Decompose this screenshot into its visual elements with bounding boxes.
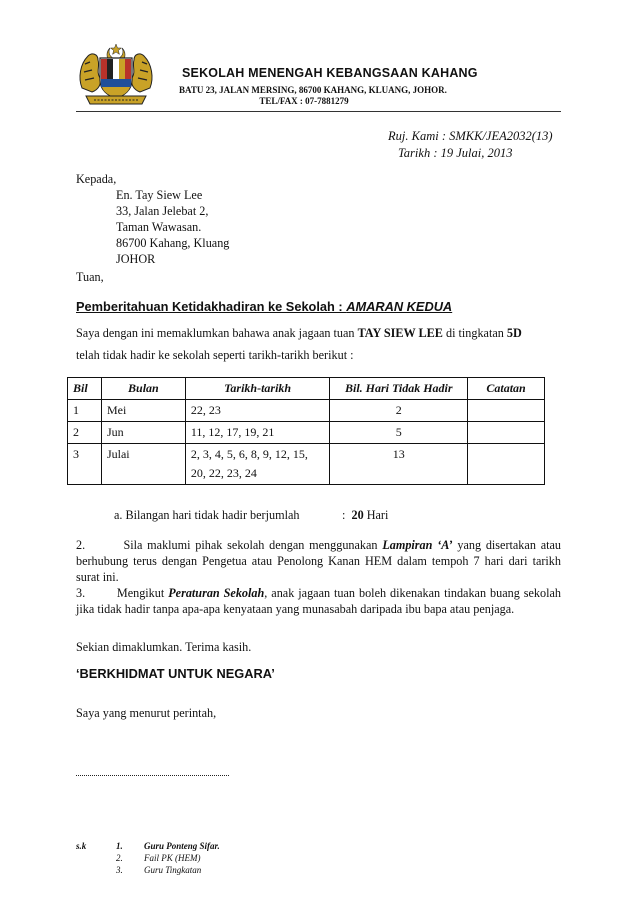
summary-label: a. Bilangan hari tidak hadir berjumlah	[114, 508, 300, 522]
cell-bil: 1	[68, 400, 102, 422]
recipient-line: 33, Jalan Jelebat 2,	[116, 204, 209, 218]
table-row	[68, 422, 545, 444]
summary-total: 20	[351, 508, 364, 522]
cc-item	[76, 852, 220, 864]
summary-colon: :	[342, 508, 346, 522]
cell-hari: 2	[330, 400, 468, 422]
closing-line: Sekian dimaklumkan. Terima kasih.	[76, 640, 252, 654]
reference-number: Ruj. Kami : SMKK/JEA2032(13)	[388, 129, 553, 143]
paragraph-number: 2.	[76, 538, 86, 552]
cell-catatan	[468, 444, 545, 485]
cc-list	[76, 840, 220, 876]
cell-bulan: Mei	[101, 400, 185, 422]
column-header: Bil	[68, 378, 102, 400]
cell-catatan	[468, 400, 545, 422]
subject-main: Pemberitahuan Ketidakhadiran ke Sekolah :	[76, 299, 347, 314]
motto: ‘BERKHIDMAT UNTUK NEGARA’	[76, 666, 275, 681]
school-address: BATU 23, JALAN MERSING, 86700 KAHANG, KLUANG, JOHOR.	[179, 85, 447, 95]
paragraph-2	[76, 537, 561, 585]
cell-hari: 5	[330, 422, 468, 444]
intro-text: Saya dengan ini memaklumkan bahawa anak jagaan tuan	[76, 326, 358, 340]
cc-text: Guru Tingkatan	[144, 865, 202, 875]
cc-item	[76, 840, 220, 852]
table-row	[68, 400, 545, 422]
signoff: Saya yang menurut perintah,	[76, 706, 217, 720]
student-form: 5D	[506, 326, 522, 340]
reference-block	[388, 128, 553, 162]
cell-tarikh: 2, 3, 4, 5, 6, 8, 9, 12, 15, 20, 22, 23, 24	[185, 444, 330, 485]
paragraph-3	[76, 585, 561, 617]
summary-unit: Hari	[363, 508, 389, 522]
school-crest	[76, 42, 156, 108]
letter-subject	[76, 299, 452, 314]
cc-text: Fail PK (HEM)	[144, 853, 201, 863]
cell-bulan: Julai	[101, 444, 185, 485]
letter-date: Tarikh : 19 Julai, 2013	[398, 146, 513, 160]
coat-of-arms-icon	[76, 42, 156, 108]
paragraph-number: 3.	[76, 586, 86, 600]
cell-bil: 3	[68, 444, 102, 485]
recipient-address	[76, 171, 229, 267]
school-name: SEKOLAH MENENGAH KEBANGSAAN KAHANG	[182, 66, 478, 80]
intro-text: telah tidak hadir ke sekolah seperti tarikh-tarikh berikut :	[76, 348, 354, 362]
salutation: Tuan,	[76, 270, 104, 284]
cell-catatan	[468, 422, 545, 444]
column-header: Catatan	[468, 378, 545, 400]
recipient-line: Taman Wawasan.	[116, 220, 202, 234]
attachment-reference: Lampiran ‘A’	[382, 538, 453, 552]
paragraph-text: Mengikut	[116, 586, 169, 600]
paragraph-text: yang disertakan atau berhubung terus dengan Pengetua atau Penolong Kanan HEM dalam tempoh 7 hari dari tarikh surat ini.	[76, 538, 561, 584]
intro-paragraph	[76, 322, 561, 366]
cell-tarikh: 11, 12, 17, 19, 21	[185, 422, 330, 444]
student-name: TAY SIEW LEE	[357, 326, 443, 340]
cc-text: Guru Ponteng Sifar.	[144, 841, 220, 851]
cc-number: 2.	[116, 853, 123, 863]
signature-line	[76, 769, 229, 776]
cell-bulan: Jun	[101, 422, 185, 444]
table-row	[68, 444, 545, 485]
absence-summary	[114, 508, 389, 523]
column-header: Tarikh-tarikh	[185, 378, 330, 400]
absence-table	[67, 377, 545, 485]
paragraph-text: , anak jagaan tuan boleh dikenakan tindakan buang sekolah jika tidak hadir tanpa apa-apa kenyataan yang munasabah daripada ibu bapa atau penjaga.	[76, 586, 561, 616]
cc-number: 1.	[116, 841, 123, 851]
recipient-line: En. Tay Siew Lee	[116, 188, 203, 202]
column-header: Bulan	[101, 378, 185, 400]
cell-hari: 13	[330, 444, 468, 485]
paragraph-text: Sila maklumi pihak sekolah dengan menggunakan	[123, 538, 383, 552]
school-rules-reference: Peraturan Sekolah	[168, 586, 265, 600]
cc-item	[76, 864, 220, 876]
header-divider	[76, 111, 561, 112]
cc-number: 3.	[116, 865, 123, 875]
cc-label: s.k	[76, 841, 87, 851]
column-header: Bil. Hari Tidak Hadir	[330, 378, 468, 400]
recipient-label: Kepada,	[76, 172, 117, 186]
subject-emphasis: AMARAN KEDUA	[346, 299, 453, 314]
table-header-row	[68, 378, 545, 400]
school-telfax: TEL/FAX : 07-7881279	[259, 96, 349, 106]
cell-tarikh: 22, 23	[185, 400, 330, 422]
intro-text: di tingkatan	[442, 326, 507, 340]
cell-bil: 2	[68, 422, 102, 444]
recipient-line: JOHOR	[116, 252, 156, 266]
recipient-line: 86700 Kahang, Kluang	[116, 236, 230, 250]
